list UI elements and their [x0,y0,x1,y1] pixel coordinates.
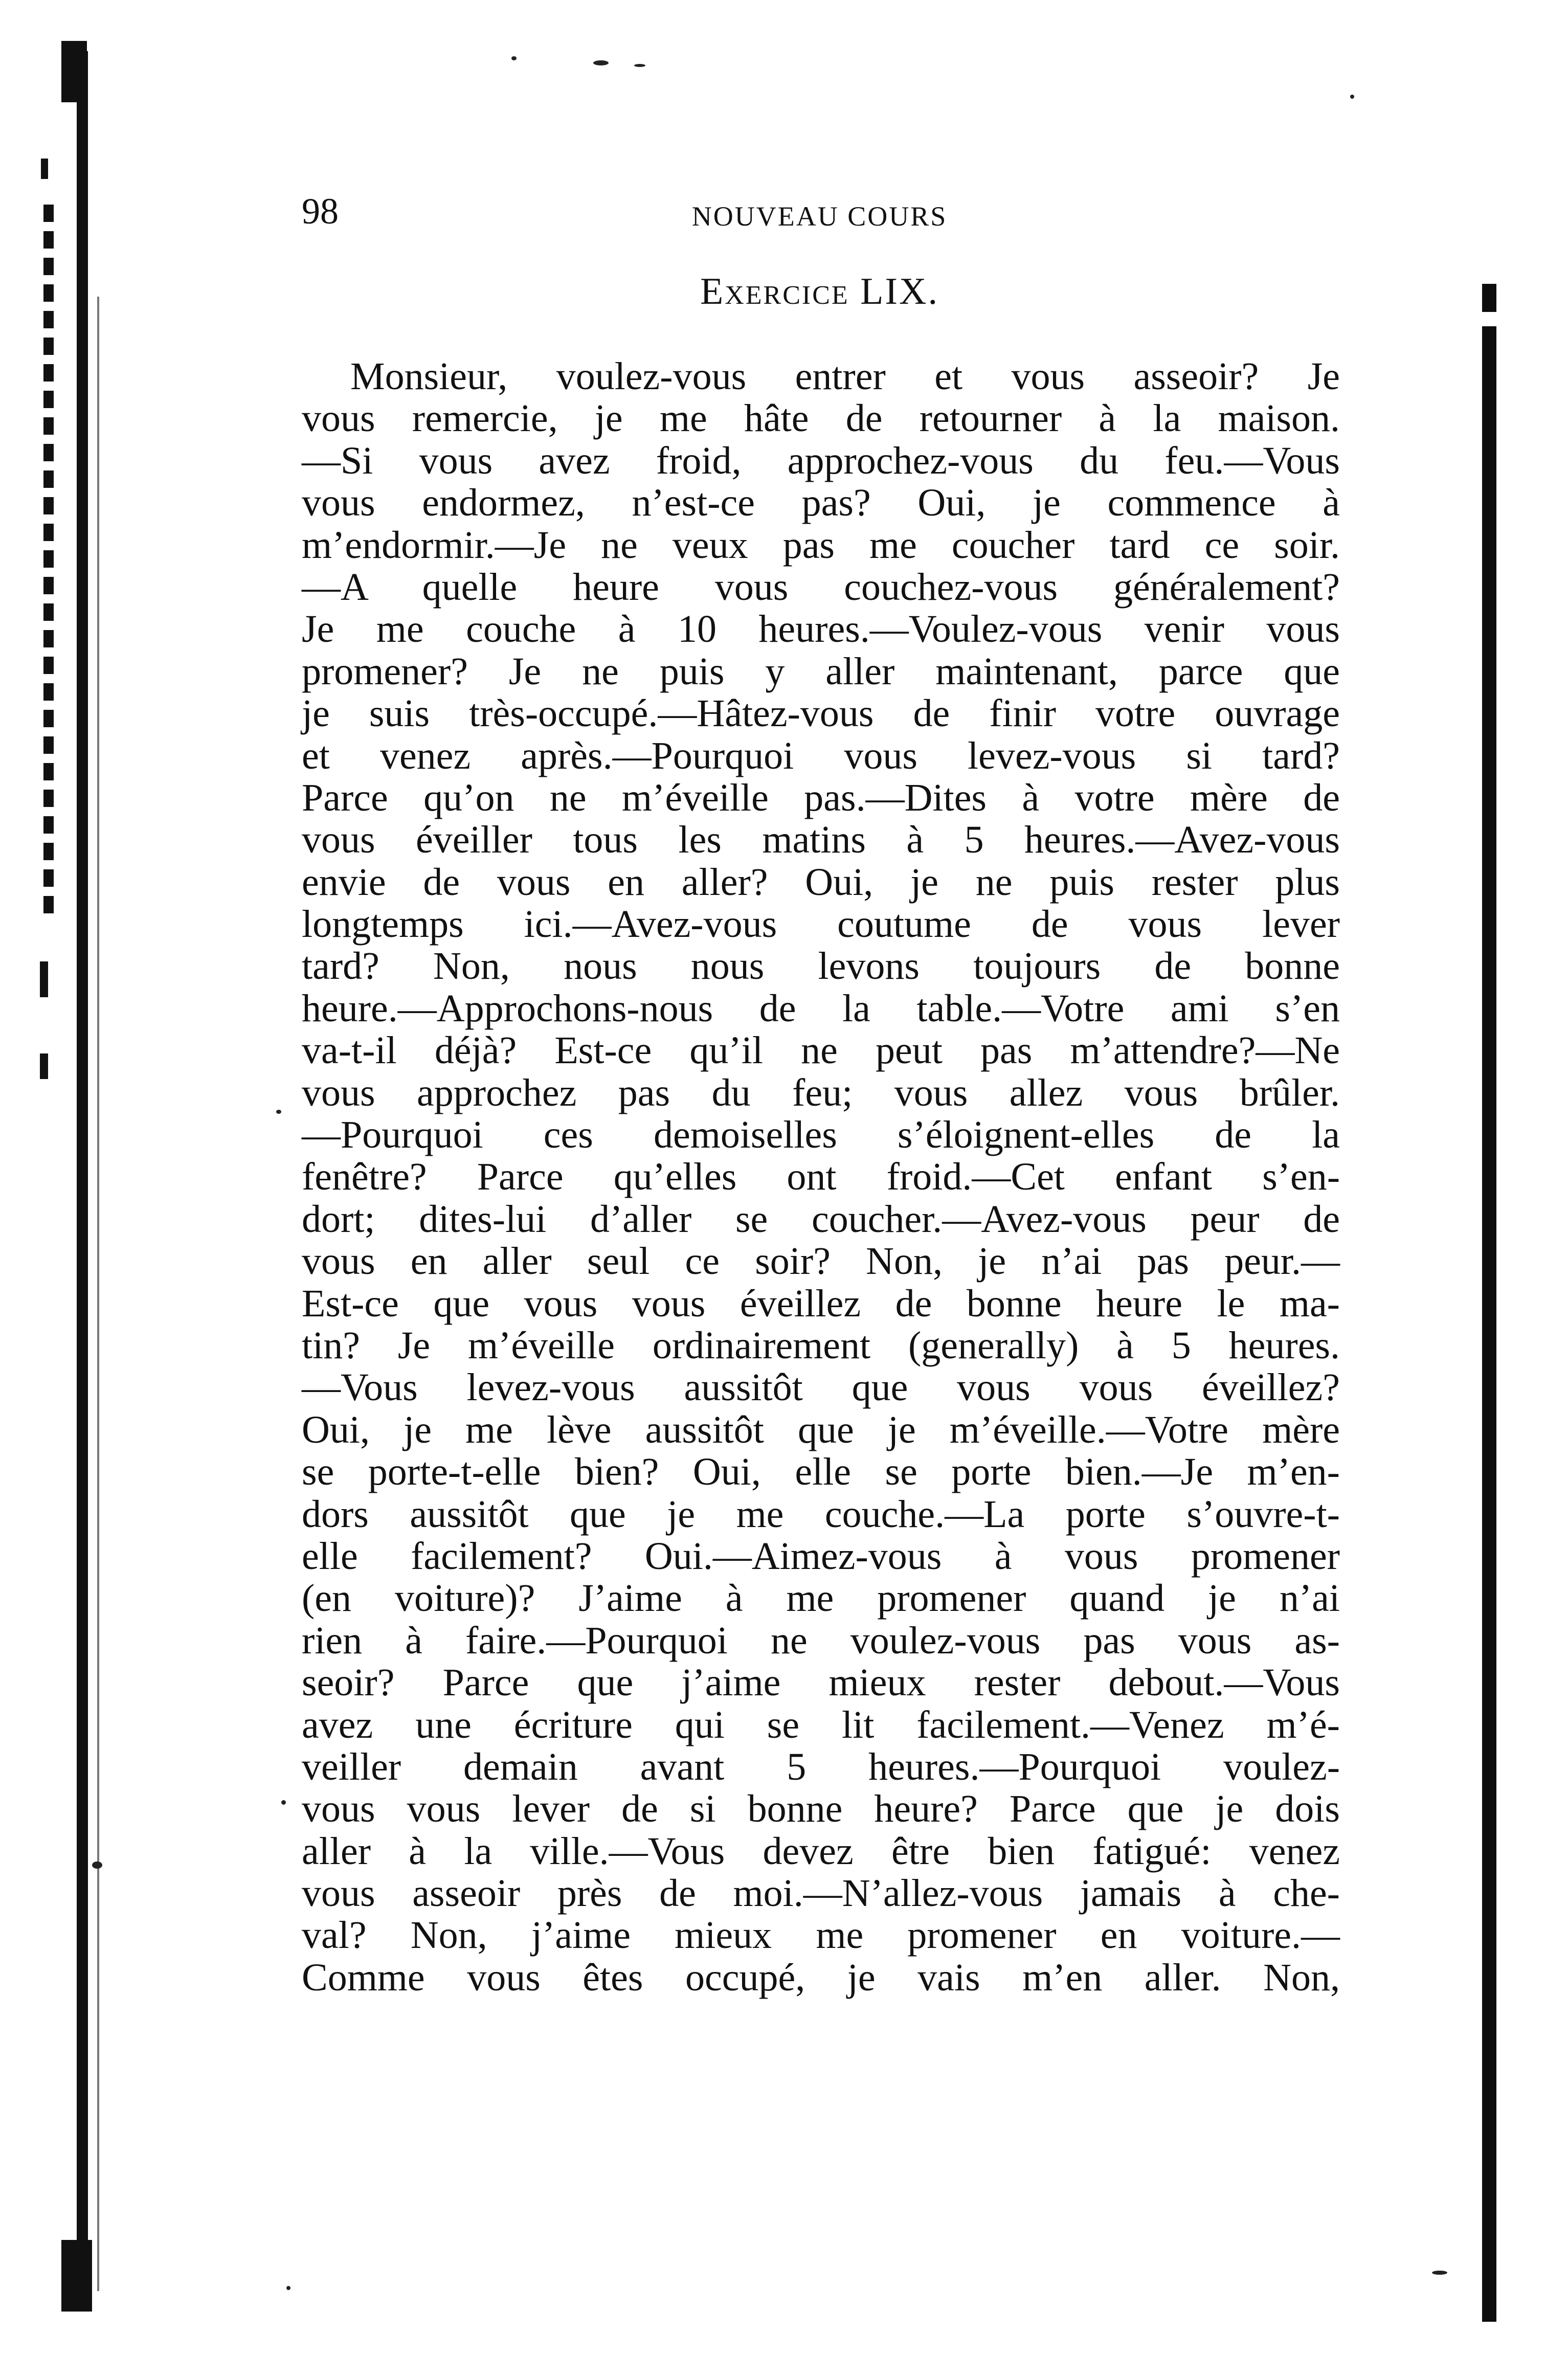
scan-artifact [40,961,48,997]
scan-artifact [97,297,99,2291]
text-line: dort; dites-lui d’aller se coucher.—Avez-vous peur de [302,1197,1340,1241]
text-line: heure.—Approchons-nous de la table.—Votre ami s’en [302,986,1340,1030]
text-line: Monsieur, voulez-vous entrer et vous asseoir? Je [350,355,1340,398]
text-line: vous éveiller tous les matins à 5 heures.—Avez-vous [302,818,1340,862]
text-line: promener? Je ne puis y aller maintenant, parce que [302,649,1340,693]
text-line: Je me couche à 10 heures.—Voulez-vous venir vous [302,608,1340,651]
text-line: vous endormez, n’est-ce pas? Oui, je commence à [302,481,1340,525]
text-line: longtemps ici.—Avez-vous coutume de vous lever [302,903,1340,946]
text-line: fenêtre? Parce qu’elles ont froid.—Cet enfant s’en- [302,1155,1340,1199]
text-line: vous asseoir près de moi.—N’allez-vous jamais à che- [302,1872,1340,1915]
text-line: envie de vous en aller? Oui, je ne puis rester plus [302,860,1340,904]
text-line: vous en aller seul ce soir? Non, je n’ai pas peur.— [302,1240,1340,1283]
text-line: se porte-t-elle bien? Oui, elle se porte bien.—Je m’en- [302,1450,1340,1494]
scan-speck [92,1861,102,1869]
text-line: vous approchez pas du feu; vous allez vous brûler. [302,1071,1340,1114]
scan-artifact [43,205,54,921]
text-line: val? Non, j’aime mieux me promener en voiture.— [302,1914,1340,1957]
text-line: avez une écriture qui se lit facilement.—Venez m’é- [302,1703,1340,1746]
text-line: —Pourquoi ces demoiselles s’éloignent-elles de la [302,1113,1340,1157]
text-line: vous vous lever de si bonne heure? Parce que je dois [302,1787,1340,1831]
text-line: rien à faire.—Pourquoi ne voulez-vous pas vous as- [302,1619,1340,1662]
text-line: Oui, je me lève aussitôt que je m’éveille.—Votre mère [302,1408,1340,1451]
text-line: veiller demain avant 5 heures.—Pourquoi voulez- [302,1745,1340,1788]
scan-speck [634,64,645,67]
text-line: Parce qu’on ne m’éveille pas.—Dites à votre mère de [302,776,1340,819]
scan-speck [1350,95,1354,99]
page-header [302,184,1337,240]
scan-artifact [1482,312,1496,326]
text-line: —Si vous avez froid, approchez-vous du feu.—Vous [302,439,1340,482]
scan-speck [281,1800,286,1805]
scan-artifact [40,1053,48,1079]
text-line: et venez après.—Pourquoi vous levez-vous si tard? [302,734,1340,777]
scan-speck [1432,2271,1447,2275]
scan-speck [511,56,517,60]
text-line: Comme vous êtes occupé, je vais m’en aller. Non, [302,1956,1340,1999]
text-line: Est-ce que vous vous éveillez de bonne heure le ma- [302,1282,1340,1325]
scan-artifact [61,2240,92,2312]
text-line: aller à la ville.—Vous devez être bien fatigué: venez [302,1829,1340,1873]
scan-artifact [61,41,87,102]
text-line: tin? Je m’éveille ordinairement (generally) à 5 heures. [302,1324,1340,1367]
scan-artifact [41,159,48,179]
running-title: NOUVEAU COURS [691,201,948,232]
scan-speck [276,1110,281,1114]
text-line: je suis très-occupé.—Hâtez-vous de finir votre ouvrage [302,692,1340,735]
text-line: (en voiture)? J’aime à me promener quand je n’ai [302,1577,1340,1620]
exercise-body [302,355,1340,1999]
text-line: tard? Non, nous nous levons toujours de bonne [302,945,1340,988]
text-line: —Vous levez-vous aussitôt que vous vous éveillez? [302,1366,1340,1409]
scan-speck [286,2286,290,2290]
text-line: elle facilement? Oui.—Aimez-vous à vous promener [302,1534,1340,1578]
scan-speck [593,60,609,65]
text-line: seoir? Parce que j’aime mieux rester debout.—Vous [302,1661,1340,1704]
text-line: vous remercie, je me hâte de retourner à la maison. [302,397,1340,440]
text-line: m’endormir.—Je ne veux pas me coucher tard ce soir. [302,523,1340,567]
text-line: dors aussitôt que je me couche.—La porte s’ouvre-t- [302,1492,1340,1536]
scan-binding-edge [31,41,118,2312]
exercise-title: Exercice LIX. [700,271,939,312]
page-number: 98 [302,191,339,232]
scan-artifact [77,51,88,2312]
text-line: va-t-il déjà? Est-ce qu’il ne peut pas m’attendre?—Ne [302,1029,1340,1072]
text-line: —A quelle heure vous couchez-vous généralement? [302,565,1340,609]
scan-right-edge [1482,284,1496,2322]
